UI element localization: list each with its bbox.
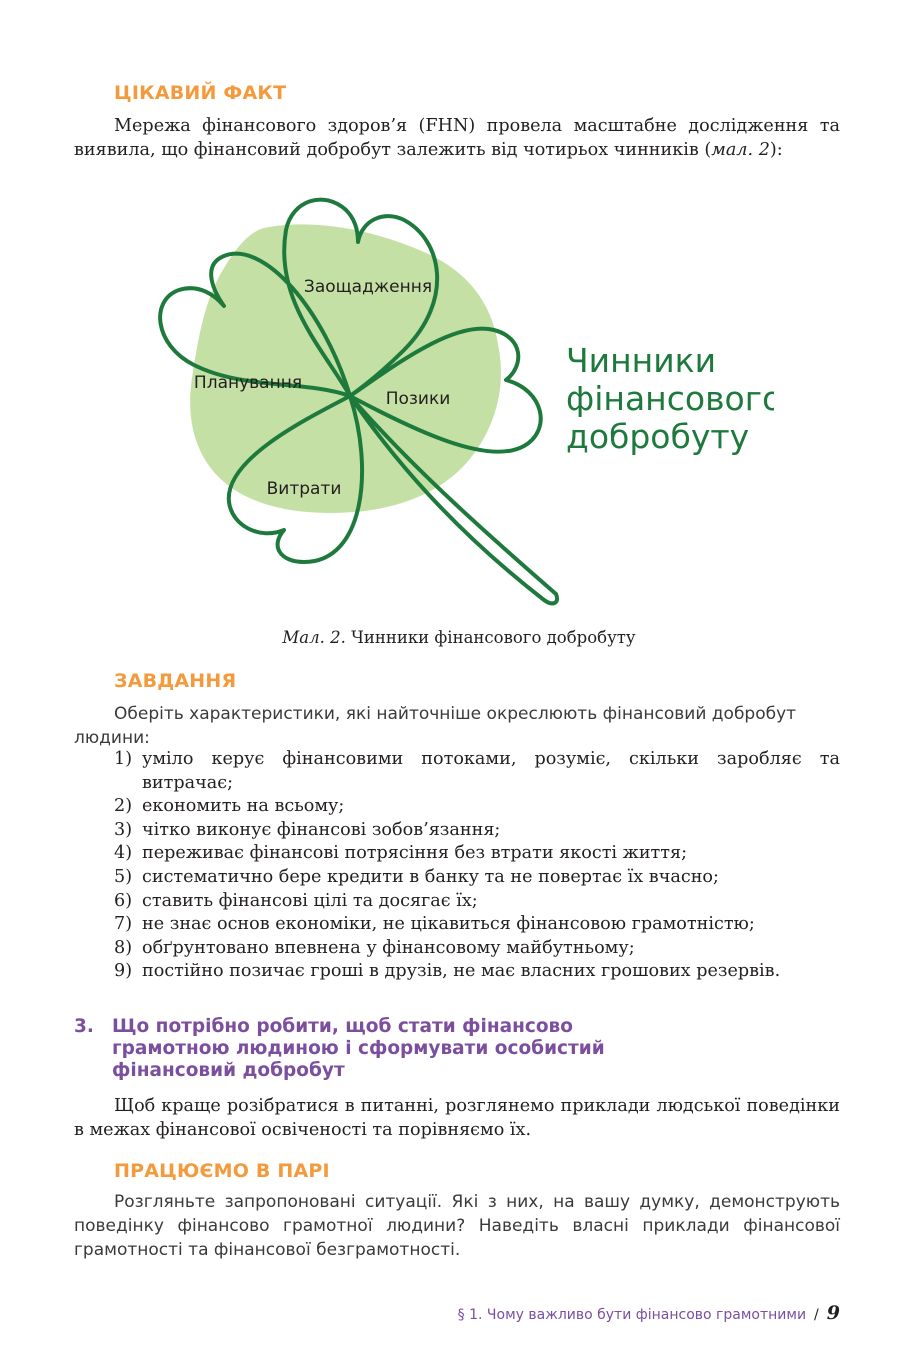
list-item: 9) постійно позичає гроші в друзів, не має власних грошових резервів. (114, 961, 781, 982)
leaf-label-savings: Заощадження (303, 277, 433, 297)
section-title-line: Що потрібно робити, щоб стати фінансово (112, 1016, 573, 1037)
clover-background-blob (190, 224, 501, 513)
page-number: 9 (826, 1302, 840, 1324)
figure-title-line-2: фінансового (566, 379, 774, 418)
figure-title-line-3: добробуту (566, 417, 750, 456)
clover-figure (74, 190, 774, 620)
list-item: 7) не знає основ економіки, не цікавиться фінансовою грамотністю; (114, 914, 755, 935)
caption-text: Чинники фінансового добробуту (345, 628, 636, 647)
list-item: 1) уміло керує фінансовими потоками, розуміє, скільки заробляє та витрачає; (114, 749, 840, 793)
section-3-paragraph: Щоб краще розібратися в питанні, розглянемо приклади людської поведінки в межах фінансової освіченості та порівняємо їх. (74, 1096, 840, 1140)
task-heading: ЗАВДАННЯ (114, 670, 237, 692)
fact-text: Мережа фінансового здоров’я (FHN) провела масштабне дослідження та виявила, що фінансовий добробут залежить від чотирьох чинників ( (74, 116, 840, 160)
clover-diagram (74, 190, 774, 620)
footer-section-title: § 1. Чому важливо бути фінансово грамотними (457, 1307, 807, 1323)
task-intro: Оберіть характеристики, які найточніше окреслюють фінансовий добробут людини: (74, 704, 797, 748)
fact-paragraph (74, 114, 840, 162)
section-number: 3. (74, 1016, 94, 1037)
figure-title-line-1: Чинники (566, 341, 717, 380)
list-item: 4) переживає фінансові потрясіння без втрати якості життя; (114, 843, 688, 864)
pair-heading: ПРАЦЮЄМО В ПАРІ (114, 1160, 330, 1182)
list-item: 3) чітко виконує фінансові зобов’язання; (114, 819, 501, 840)
list-item: 8) обґрунтовано впевнена у фінансовому майбутньому; (114, 937, 635, 958)
task-options-list (114, 748, 840, 984)
list-item: 2) економить на всьому; (114, 796, 345, 817)
leaf-label-loans: Позики (385, 389, 451, 409)
leaf-label-expenses: Витрати (266, 479, 342, 499)
pair-paragraph: Розгляньте запропоновані ситуації. Які з них, на вашу думку, демонструють поведінку фінансово грамотної людини? Наведіть власні приклади фінансової грамотності та фінансової безграмотності. (74, 1192, 840, 1260)
figure-caption (0, 628, 918, 647)
list-item: 5) систематично бере кредити в банку та не повертає їх вчасно; (114, 866, 719, 887)
leaf-label-planning: Планування (193, 373, 303, 393)
caption-ref: Мал. 2. (282, 628, 346, 647)
fact-heading: ЦІКАВИЙ ФАКТ (114, 82, 287, 104)
section-3-title (74, 1016, 840, 1082)
page-footer (458, 1302, 840, 1324)
figure-reference: мал. 2 (711, 140, 770, 160)
section-title-line: фінансовий добробут (112, 1060, 345, 1081)
section-title-line: грамотною людиною і сформувати особистий (112, 1038, 605, 1059)
list-item: 6) ставить фінансові цілі та досягає їх; (114, 890, 478, 911)
fact-text-end: ): (769, 140, 783, 160)
footer-divider: / (814, 1307, 819, 1323)
